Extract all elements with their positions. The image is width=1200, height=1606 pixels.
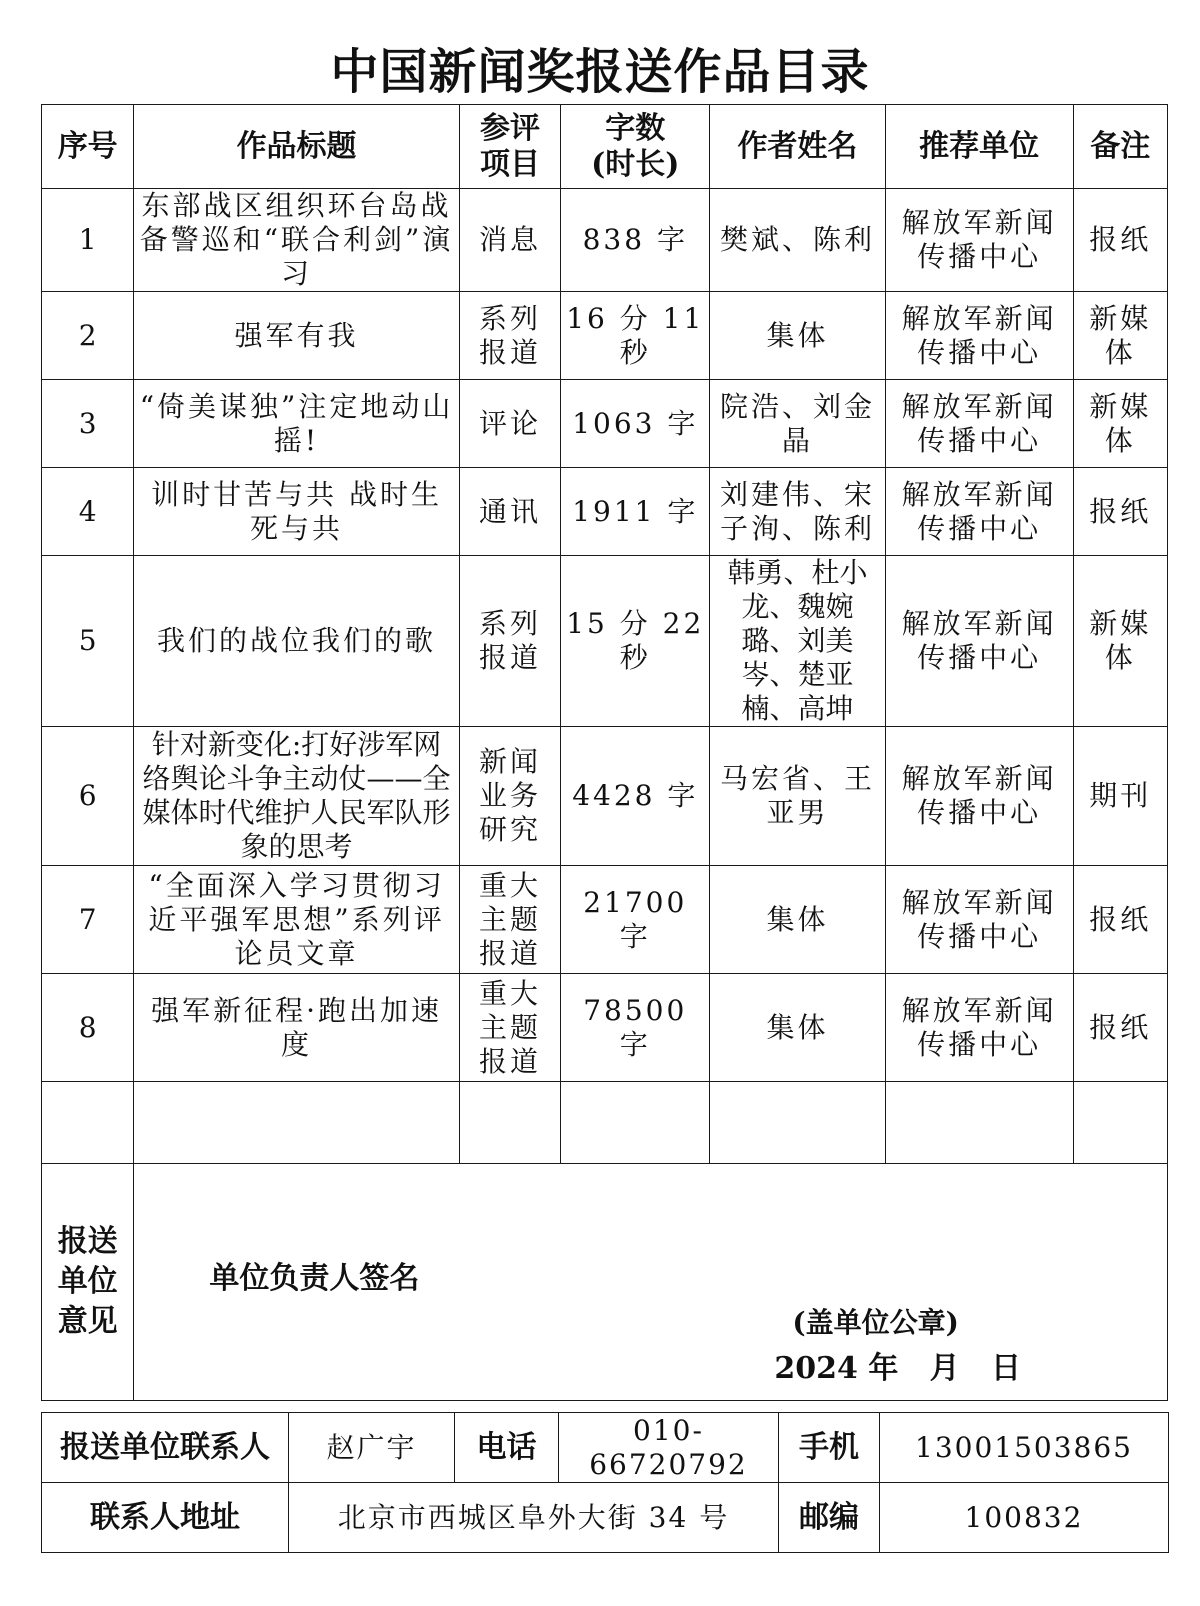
header-row xyxy=(42,105,1168,189)
empty-cell xyxy=(710,1082,886,1164)
date-line: 2024 年 月 日 xyxy=(774,1351,1021,1386)
row-category: 重大主题报道 xyxy=(459,866,561,974)
header-note: 备注 xyxy=(1073,105,1167,189)
header-length xyxy=(561,105,710,189)
empty-cell xyxy=(459,1082,561,1164)
table-row xyxy=(42,866,1168,974)
row-category: 评论 xyxy=(459,380,561,468)
address-label: 联系人地址 xyxy=(42,1483,289,1553)
row-category: 系列报道 xyxy=(459,292,561,380)
table-row xyxy=(42,380,1168,468)
row-length: 15 分 22 秒 xyxy=(561,556,710,727)
row-author: 韩勇、杜小龙、魏婉璐、刘美岑、楚亚楠、高坤 xyxy=(710,556,886,727)
zip-label: 邮编 xyxy=(779,1483,880,1553)
mobile-value: 13001503865 xyxy=(880,1413,1169,1483)
row-no: 7 xyxy=(42,866,134,974)
opinion-row xyxy=(42,1164,1168,1401)
row-author: 院浩、刘金晶 xyxy=(710,380,886,468)
row-note: 新媒体 xyxy=(1073,292,1167,380)
row-note: 报纸 xyxy=(1073,468,1167,556)
row-note: 报纸 xyxy=(1073,189,1167,292)
row-note: 新媒体 xyxy=(1073,556,1167,727)
row-author: 集体 xyxy=(710,292,886,380)
row-no: 2 xyxy=(42,292,134,380)
phone-label: 电话 xyxy=(455,1413,559,1483)
table-row xyxy=(42,468,1168,556)
row-author: 集体 xyxy=(710,866,886,974)
contact-table xyxy=(41,1412,1169,1553)
zip-value: 100832 xyxy=(880,1483,1169,1553)
row-no: 4 xyxy=(42,468,134,556)
row-unit: 解放军新闻传播中心 xyxy=(885,189,1073,292)
row-title: 强军新征程·跑出加速度 xyxy=(134,974,459,1082)
header-title: 作品标题 xyxy=(134,105,459,189)
phone-value: 010-66720792 xyxy=(559,1413,779,1483)
address-value: 北京市西城区阜外大街 34 号 xyxy=(289,1483,779,1553)
row-title: 训时甘苦与共 战时生死与共 xyxy=(134,468,459,556)
header-length-line1: 字数 xyxy=(605,110,666,146)
row-length: 4428 字 xyxy=(561,727,710,866)
header-category-line2: 项目 xyxy=(480,146,541,182)
row-title: 针对新变化:打好涉军网络舆论斗争主动仗——全媒体时代维护人民军队形象的思考 xyxy=(134,727,459,866)
empty-cell xyxy=(885,1082,1073,1164)
table-row xyxy=(42,974,1168,1082)
row-note: 报纸 xyxy=(1073,974,1167,1082)
row-unit: 解放军新闻传播中心 xyxy=(885,974,1073,1082)
header-no: 序号 xyxy=(42,105,134,189)
mobile-label: 手机 xyxy=(779,1413,880,1483)
row-length: 16 分 11 秒 xyxy=(561,292,710,380)
row-no: 5 xyxy=(42,556,134,727)
row-no: 1 xyxy=(42,189,134,292)
row-category: 通讯 xyxy=(459,468,561,556)
row-no: 8 xyxy=(42,974,134,1082)
contact-person-value: 赵广宇 xyxy=(289,1413,455,1483)
empty-cell xyxy=(42,1082,134,1164)
seal-note: (盖单位公章) xyxy=(792,1306,959,1339)
row-note: 期刊 xyxy=(1073,727,1167,866)
header-length-line2: (时长) xyxy=(591,146,680,182)
row-length: 78500 字 xyxy=(561,974,710,1082)
row-unit: 解放军新闻传播中心 xyxy=(885,866,1073,974)
row-note: 报纸 xyxy=(1073,866,1167,974)
header-category-line1: 参评 xyxy=(480,110,541,146)
row-author: 刘建伟、宋子洵、陈利 xyxy=(710,468,886,556)
opinion-label: 报送单位意见 xyxy=(42,1164,134,1401)
header-category xyxy=(459,105,561,189)
empty-row xyxy=(42,1082,1168,1164)
address-row xyxy=(42,1483,1169,1553)
row-length: 838 字 xyxy=(561,189,710,292)
row-title: 我们的战位我们的歌 xyxy=(134,556,459,727)
row-author: 樊斌、陈利 xyxy=(710,189,886,292)
row-title: “全面深入学习贯彻习近平强军思想”系列评论员文章 xyxy=(134,866,459,974)
empty-cell xyxy=(1073,1082,1167,1164)
row-length: 1063 字 xyxy=(561,380,710,468)
page-title: 中国新闻奖报送作品目录 xyxy=(330,44,870,100)
row-unit: 解放军新闻传播中心 xyxy=(885,468,1073,556)
row-title: 东部战区组织环台岛战备警巡和“联合利剑”演习 xyxy=(134,189,459,292)
empty-cell xyxy=(561,1082,710,1164)
row-no: 6 xyxy=(42,727,134,866)
row-unit: 解放军新闻传播中心 xyxy=(885,727,1073,866)
row-unit: 解放军新闻传播中心 xyxy=(885,556,1073,727)
contact-person-label: 报送单位联系人 xyxy=(42,1413,289,1483)
row-title: 强军有我 xyxy=(134,292,459,380)
signature-label: 单位负责人签名 xyxy=(209,1261,420,1296)
table-row xyxy=(42,556,1168,727)
row-author: 集体 xyxy=(710,974,886,1082)
row-author: 马宏省、王亚男 xyxy=(710,727,886,866)
row-note: 新媒体 xyxy=(1073,380,1167,468)
row-category: 新闻业务研究 xyxy=(459,727,561,866)
header-author: 作者姓名 xyxy=(710,105,886,189)
header-unit: 推荐单位 xyxy=(885,105,1073,189)
row-unit: 解放军新闻传播中心 xyxy=(885,292,1073,380)
table-row xyxy=(42,727,1168,866)
row-category: 系列报道 xyxy=(459,556,561,727)
empty-cell xyxy=(134,1082,459,1164)
row-length: 1911 字 xyxy=(561,468,710,556)
row-title: “倚美谋独”注定地动山摇! xyxy=(134,380,459,468)
table-row xyxy=(42,189,1168,292)
works-table xyxy=(41,104,1168,1401)
opinion-box xyxy=(134,1164,1168,1401)
contact-row xyxy=(42,1413,1169,1483)
row-category: 重大主题报道 xyxy=(459,974,561,1082)
row-length: 21700 字 xyxy=(561,866,710,974)
table-row xyxy=(42,292,1168,380)
row-unit: 解放军新闻传播中心 xyxy=(885,380,1073,468)
row-category: 消息 xyxy=(459,189,561,292)
row-no: 3 xyxy=(42,380,134,468)
